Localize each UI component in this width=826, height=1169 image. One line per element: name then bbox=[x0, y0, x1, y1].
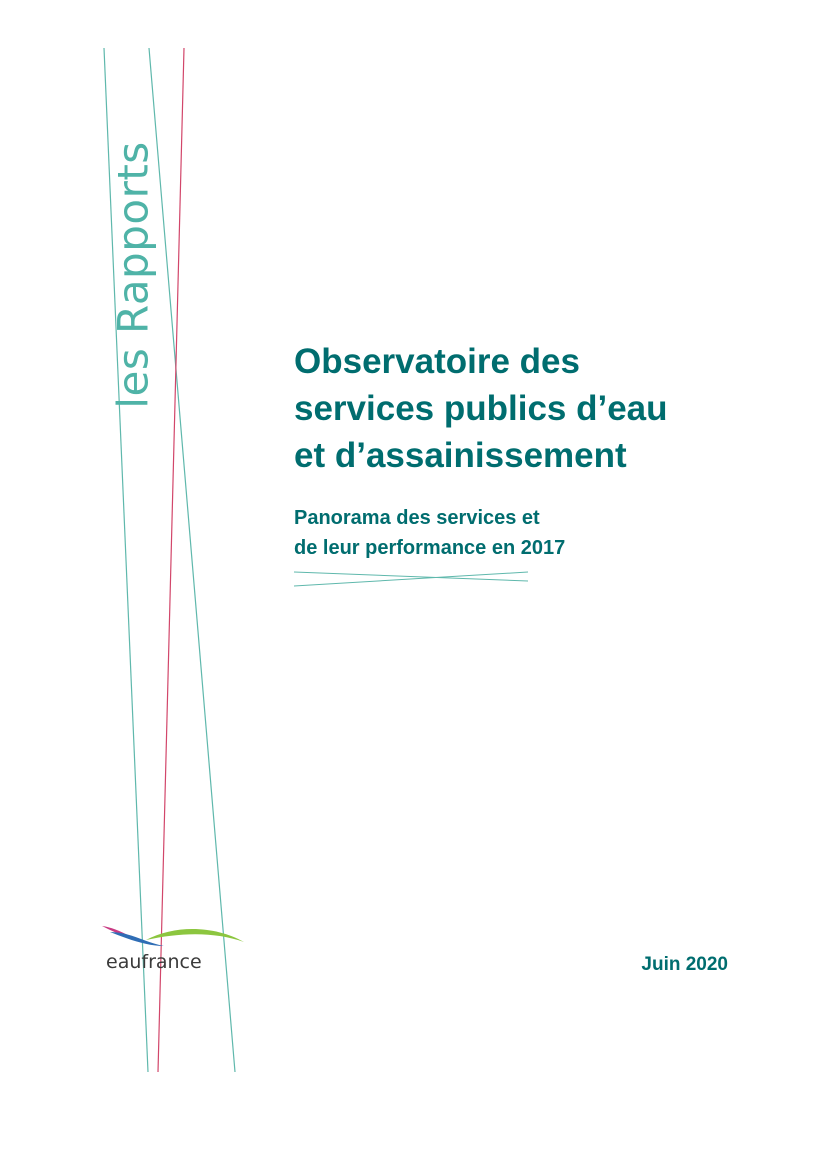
series-label-text: les Rapports bbox=[108, 141, 158, 409]
report-title-line-2: services publics d’eau bbox=[294, 389, 668, 428]
report-subtitle-line-1: Panorama des services et bbox=[294, 507, 540, 529]
report-subtitle bbox=[294, 503, 774, 563]
subtitle-divider bbox=[292, 568, 532, 590]
report-title-line-3: et d’assainissement bbox=[294, 436, 627, 475]
eaufrance-logo bbox=[96, 918, 256, 980]
divider-line-1 bbox=[294, 572, 528, 581]
report-subtitle-line-2: de leur performance en 2017 bbox=[294, 537, 566, 559]
divider-line-2 bbox=[294, 572, 528, 586]
eaufrance-waves-icon bbox=[96, 918, 256, 954]
logo-text: eaufrance bbox=[106, 951, 202, 973]
publication-date: Juin 2020 bbox=[641, 954, 728, 975]
report-title bbox=[294, 338, 794, 479]
report-title-line-1: Observatoire des bbox=[294, 342, 580, 381]
